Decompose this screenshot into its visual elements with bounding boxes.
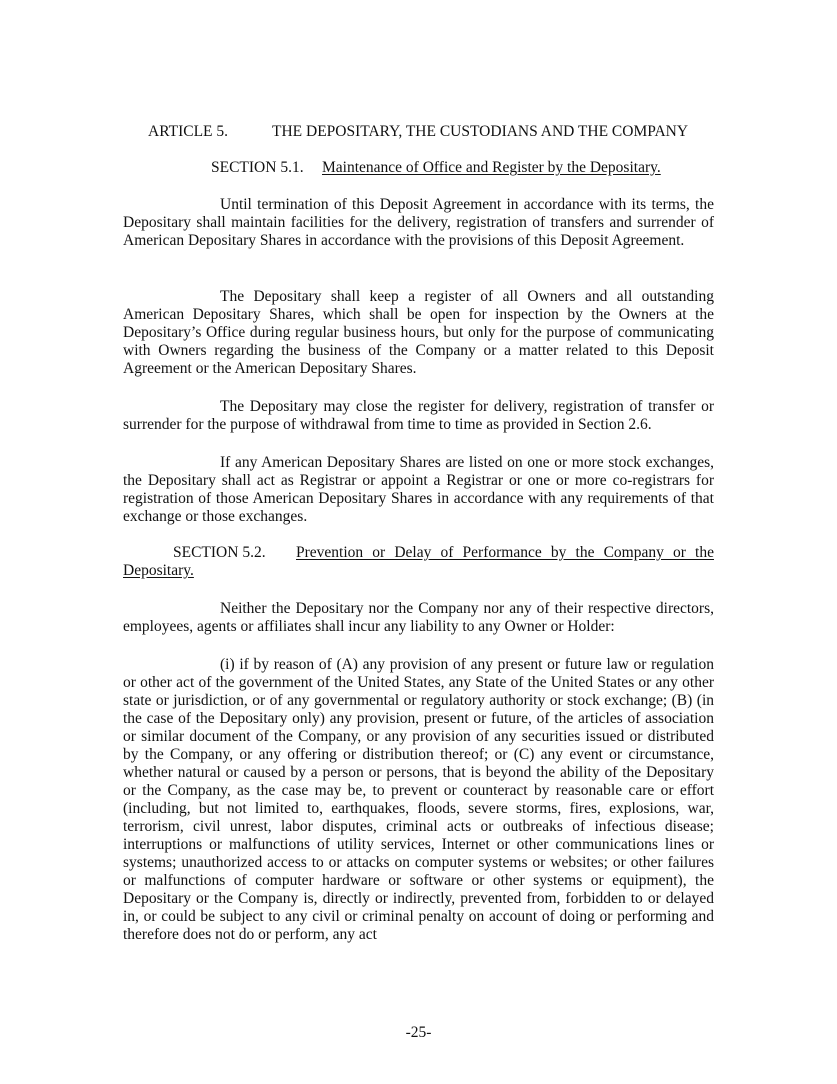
paragraph: Neither the Depositary nor the Company nor any of their respective directors, employees, agents or affiliates shall incur any liability to any Owner or Holder: — [123, 600, 714, 635]
paragraph: The Depositary shall keep a register of all Owners and all outstanding American Depositary Shares, which shall be open for inspection by the Owners at the Depositary’s Office during regular business hours, but only for the purpose of communicating with Owners regarding the business of the Company or a matter related to this Deposit Agreement or the American Depositary Shares. — [123, 288, 714, 377]
page-number: -25- — [405, 1024, 432, 1041]
paragraph: The Depositary may close the register for delivery, registration of transfer or surrender for the purpose of withdrawal from time to time as provided in Section 2.6. — [123, 398, 714, 433]
section-title: Maintenance of Office and Register by the Depositary. — [322, 159, 661, 176]
section-number: SECTION 5.1. — [211, 159, 304, 176]
article-title: THE DEPOSITARY, THE CUSTODIANS AND THE COMPANY — [272, 123, 689, 140]
article-heading — [148, 123, 728, 141]
paragraph: Until termination of this Deposit Agreement in accordance with its terms, the Depositary shall maintain facilities for the delivery, registration of transfers and surrender of American Depositary Shares in accordance with the provisions of this Deposit Agreement. — [123, 196, 714, 249]
paragraph: (i) if by reason of (A) any provision of any present or future law or regulation or other act of the government of the United States, any State of the United States or any other state or jurisdiction, or of any governmental or regulatory authority or stock exchange; (B) (in the case of the Depositary only) any provision, present or future, of the articles of association or similar document of the Company, or any provision of any securities issued or distributed by the Company, or any offering or distribution thereof; or (C) any event or circumstance, whether natural or caused by a person or persons, that is beyond the ability of the Depositary or the Company, as the case may be, to prevent or counteract by reasonable care or effort (including, but not limited to, earthquakes, floods, severe storms, fires, explosions, war, terrorism, civil unrest, labor disputes, criminal acts or outbreaks of infectious disease; interruptions or malfunctions of utility services, Internet or other communications lines or systems; unauthorized access to or attacks on computer systems or websites; or other failures or malfunctions of computer hardware or software or other systems or equipment), the Depositary or the Company is, directly or indirectly, prevented from, forbidden to or delayed in, or could be subject to any civil or criminal penalty on account of doing or performing and therefore does not do or perform, any act — [123, 656, 714, 943]
section-heading-5-1 — [211, 159, 721, 177]
section-number: SECTION 5.2. — [173, 544, 266, 561]
section-title: Prevention or Delay of Performance by the Company or the Depositary. — [123, 544, 714, 579]
paragraph: If any American Depositary Shares are listed on one or more stock exchanges, the Depositary shall act as Registrar or appoint a Registrar or one or more co-registrars for registration of those American Depositary Shares in accordance with any requirements of that exchange or those exchanges. — [123, 454, 714, 525]
article-number: ARTICLE 5. — [148, 123, 229, 140]
section-heading-5-2 — [123, 544, 714, 580]
